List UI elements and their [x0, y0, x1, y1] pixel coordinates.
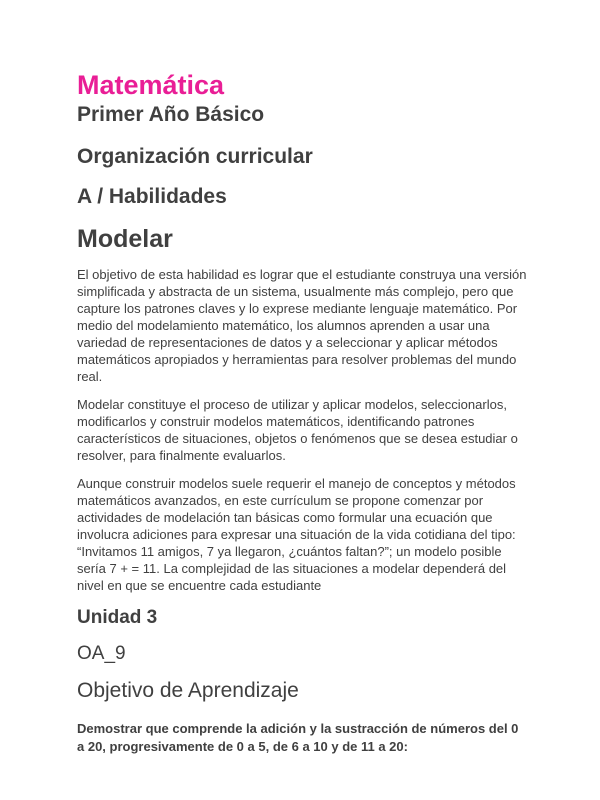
unit-heading: Unidad 3: [77, 607, 158, 628]
paragraph-example: Aunque construir modelos suele requerir el manejo de conceptos y métodos matemáticos avanzados, en este currículum se propone comenzar por actividades de modelación tan básicas como formular una ecuación que involucra adiciones para expresar una situación de la vida cotidiana del tipo: “Invitamos 11 amigos, 7 ya llegaron, ¿cuántos faltan?”; un modelo posible sería 7 + = 11. La complejidad de las situaciones a modelar dependerá del nivel en que se encuentre cada estudiante: [77, 476, 516, 593]
document-content: [77, 68, 527, 756]
paragraph-process: Modelar constituye el proceso de utilizar y aplicar modelos, seleccionarlos, modificarlos y construir modelos matemáticos, identificando patrones característicos de situaciones, objetos o fenómenos que se desea estudiar o resolver, para finalmente evaluarlos.: [77, 397, 518, 463]
skills-heading: A / Habilidades: [77, 185, 227, 208]
grade-subtitle: Primer Año Básico: [77, 103, 265, 126]
skill-name-heading: Modelar: [77, 225, 173, 253]
oa-code-heading: OA_9: [77, 643, 126, 664]
paragraph-objective: El objetivo de esta habilidad es lograr que el estudiante construya una versión simplificada y abstracta de un sistema, usualmente más complejo, pero que capture los patrones claves y lo exprese mediante lenguaje matemático. Por medio del modelamiento matemático, los alumnos aprenden a usar una variedad de representaciones de datos y a seleccionar y aplicar métodos matemáticos apropiados y herramientas para resolver problemas del mundo real.: [77, 267, 527, 384]
objective-text: Demostrar que comprende la adición y la sustracción de números del 0 a 20, progresivamente de 0 a 5, de 6 a 10 y de 11 a 20:: [77, 721, 519, 754]
objective-heading: Objetivo de Aprendizaje: [77, 679, 299, 702]
subject-title: Matemática: [77, 70, 225, 100]
organization-heading: Organización curricular: [77, 145, 313, 168]
